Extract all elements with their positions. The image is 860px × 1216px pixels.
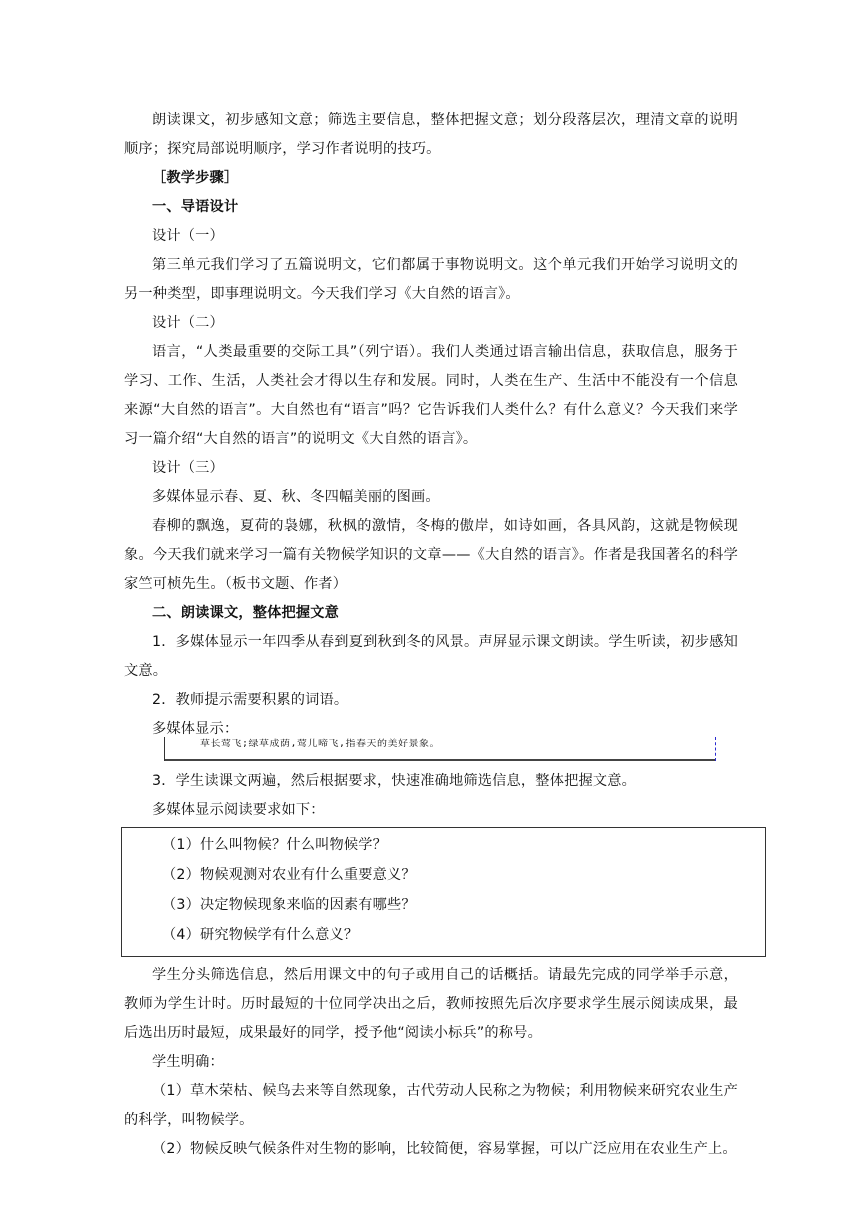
design-one-text: 第三单元我们学习了五篇说明文，它们都属于事物说明文。这个单元我们开始学习说明文的另一种类型，即事理说明文。今天我们学习《大自然的语言》。 [124,257,738,302]
objectives-paragraph: 朗读课文，初步感知文意；筛选主要信息，整体把握文意；划分段落层次，理清文章的说明顺序；探究局部说明顺序，学习作者说明的技巧。 [124,112,738,157]
step-one: 1．多媒体显示一年四季从春到夏到秋到冬的风景。声屏显示课文朗读。学生听读，初步感知文意。 [124,634,738,679]
design-three-text: 春柳的飘逸，夏荷的袅娜，秋枫的激情，冬梅的傲岸，如诗如画，各具风韵，这就是物候现象。今天我们就来学习一篇有关物候学知识的文章——《大自然的语言》。作者是我国著名的科学家竺可桢先生。（板书文题、作者） [124,518,738,592]
vocab-media-strip [164,737,716,761]
answer-two: （2）物候反映气候条件对生物的影响，比较简便，容易掌握，可以广泛应用在农业生产上。 [152,1141,737,1157]
step-three: 3．学生读课文两遍，然后根据要求，快速准确地筛选信息，整体把握文意。 [152,773,637,789]
media-display-label: 多媒体显示： [152,721,239,737]
reading-requirements-label: 多媒体显示阅读要求如下： [152,802,325,818]
design-three-media: 多媒体显示春、夏、秋、冬四幅美丽的图画。 [152,489,440,505]
section-teaching-steps: ［教学步骤］ [152,170,239,186]
document-body [124,106,738,1164]
heading-read-text: 二、朗读课文，整体把握文意 [152,605,340,621]
design-two-text: 语言，“人类最重要的交际工具”（列宁语）。我们人类通过语言输出信息，获取信息，服务于学习、工作、生活，人类社会才得以生存和发展。同时，人类在生产、生活中不能没有一个信息来源“大自然的语言”。大自然也有“语言”吗？它告诉我们人类什么？有什么意义？今天我们来学习一篇介绍“大自然的语言”的说明文《大自然的语言》。 [124,344,738,447]
vocab-strip-text: 草长莺飞;绿草成荫,莺儿啼飞,指春天的美好景象。 [200,739,441,749]
heading-intro-design: 一、导语设计 [152,199,239,215]
design-two-label: 设计（二） [152,315,224,331]
design-three-label: 设计（三） [152,460,224,476]
requirement-item: （1）什么叫物候？什么叫物候学？ [162,837,388,853]
requirement-item: （2）物候观测对农业有什么重要意义？ [162,867,416,883]
student-activity-text: 学生分头筛选信息，然后用课文中的句子或用自己的话概括。请最先完成的同学举手示意，教师为学生计时。历时最短的十位同学决出之后，教师按照先后次序要求学生展示阅读成果，最后选出历时最短，成果最好的同学，授予他“阅读小标兵”的称号。 [124,967,738,1041]
reading-requirements-box [121,827,766,957]
step-two: 2．教师提示需要积累的词语。 [152,692,349,708]
student-clarify-label: 学生明确： [152,1054,224,1070]
design-one-label: 设计（一） [152,228,224,244]
requirement-item: （3）决定物候现象来临的因素有哪些？ [162,897,416,913]
requirement-item: （4）研究物候学有什么意义？ [162,927,359,943]
answer-one: （1）草木荣枯、候鸟去来等自然现象，古代劳动人民称之为物候；利用物候来研究农业生产的科学，叫物候学。 [124,1083,738,1128]
